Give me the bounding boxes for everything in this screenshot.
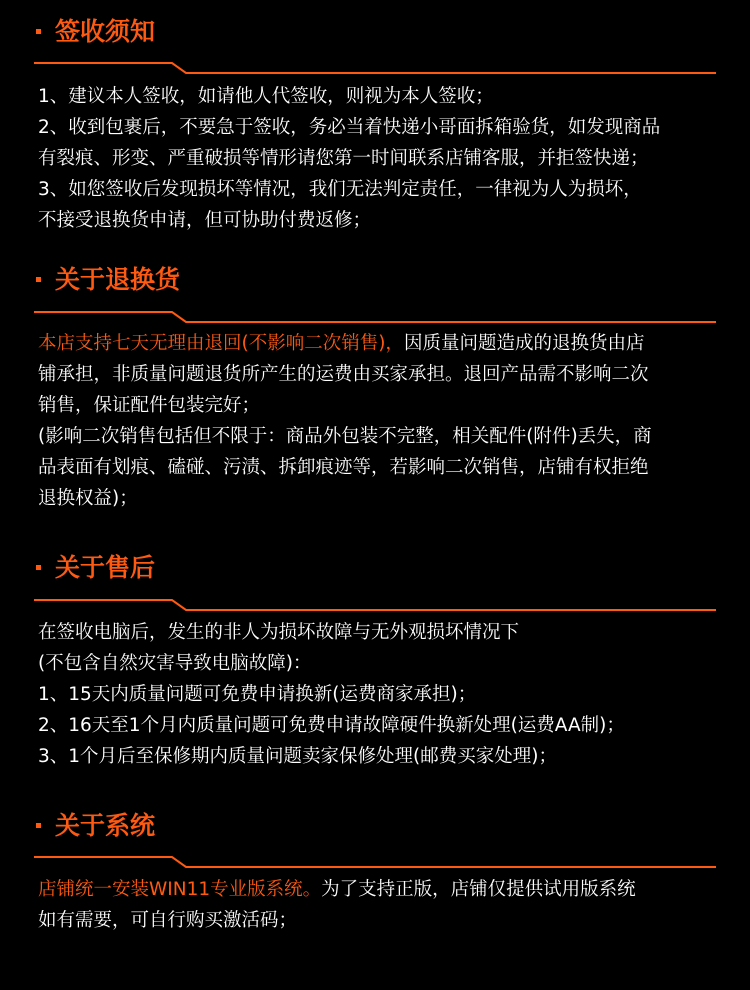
bullet-dot-icon (36, 565, 41, 570)
section-title-text: 关于退换货 (55, 265, 181, 294)
bullet-dot-icon (36, 29, 41, 34)
section-title-text: 关于售后 (55, 553, 156, 582)
section-divider (0, 61, 750, 75)
text-line (38, 483, 718, 514)
section-title (36, 548, 155, 588)
text-segment: (影响二次销售包括但不限于：商品外包装不完整，相关配件(附件)丢失，商 (38, 426, 652, 447)
section-divider (0, 598, 750, 612)
section-body (38, 874, 718, 936)
text-line (38, 905, 718, 936)
text-line (38, 328, 718, 359)
text-segment: 为了支持正版，店铺仅提供试用版系统 (321, 879, 636, 900)
text-segment: 因质量问题造成的退换货由店 (403, 333, 645, 354)
text-segment: 铺承担，非质量问题退货所产生的运费由买家承担。退回产品需不影响二次 (38, 364, 649, 385)
text-segment: 销售，保证配件包装完好； (38, 395, 261, 416)
text-segment: 3、如您签收后发现损坏等情况，我们无法判定责任，一律视为人为损坏， (38, 179, 642, 200)
text-line (38, 679, 718, 710)
bullet-dot-icon (36, 277, 41, 282)
highlighted-text: 本店支持七天无理由退回(不影响二次销售)， (38, 333, 404, 354)
text-line (38, 174, 718, 205)
bullet-dot-icon (36, 823, 41, 828)
section-divider (0, 310, 750, 324)
text-line (38, 452, 718, 483)
section-title-text: 签收须知 (55, 17, 156, 46)
section-divider (0, 855, 750, 869)
text-line (38, 112, 718, 143)
section-title (36, 12, 155, 52)
text-line (38, 390, 718, 421)
text-segment: 2、16天至1个月内质量问题可免费申请故障硬件换新处理(运费AA制)； (38, 715, 625, 736)
section-body (38, 617, 718, 772)
text-line (38, 421, 718, 452)
text-segment: 退换权益)； (38, 488, 138, 509)
section-title (36, 260, 180, 300)
text-line (38, 741, 718, 772)
text-segment: 不接受退换货申请，但可协助付费返修； (38, 210, 372, 231)
highlighted-text: 店铺统一安装WIN11专业版系统。 (38, 879, 322, 900)
text-line (38, 710, 718, 741)
text-line (38, 359, 718, 390)
text-line (38, 874, 718, 905)
text-segment: (不包含自然灾害导致电脑故障)： (38, 653, 312, 674)
section-body (38, 81, 718, 236)
text-segment: 在签收电脑后，发生的非人为损坏故障与无外观损坏情况下 (38, 622, 520, 643)
text-segment: 1、15天内质量问题可免费申请换新(运费商家承担)； (38, 684, 477, 705)
text-segment: 1、建议本人签收，如请他人代签收，则视为本人签收； (38, 86, 494, 107)
section-body (38, 328, 718, 514)
section-title-text: 关于系统 (55, 811, 156, 840)
text-segment: 2、收到包裹后，不要急于签收，务必当着快递小哥面拆箱验货，如发现商品 (38, 117, 661, 138)
text-line (38, 143, 718, 174)
text-segment: 品表面有划痕、磕碰、污渍、拆卸痕迹等，若影响二次销售，店铺有权拒绝 (38, 457, 649, 478)
text-segment: 3、1个月后至保修期内质量问题卖家保修处理(邮费买家处理)； (38, 746, 557, 767)
text-line (38, 205, 718, 236)
text-line (38, 617, 718, 648)
section-title (36, 806, 155, 846)
text-line (38, 648, 718, 679)
text-segment: 如有需要，可自行购买激活码； (38, 910, 298, 931)
text-line (38, 81, 718, 112)
text-segment: 有裂痕、形变、严重破损等情形请您第一时间联系店铺客服，并拒签快递； (38, 148, 649, 169)
